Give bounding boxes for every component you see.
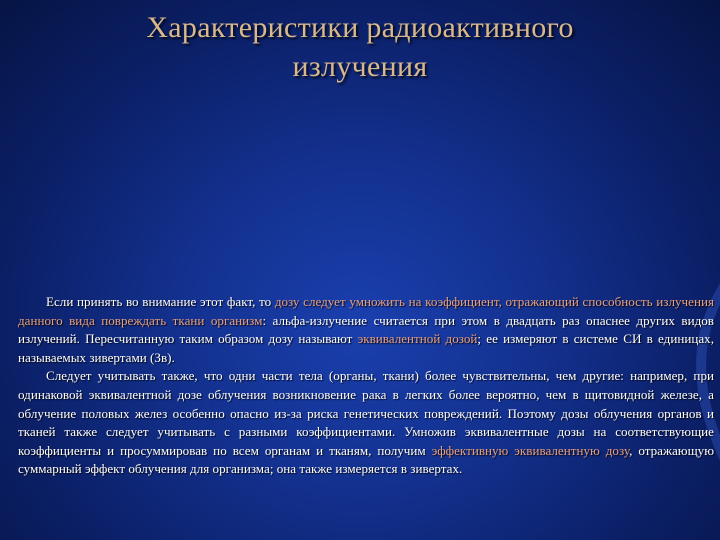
- paragraph-2-text-1: Следует учитывать также, что одни части тела (органы, ткани) более чувствительны, чем другие: например, при одинаковой эквивалентной дозе облучения возникновение рака в легких более вероятно, чем в щитовидной железе, а облучение половых желез особенно опасно из-за риска генетических повреждений. Поэтому дозы облучения органов и тканей также следует учитывать с разными коэффициентами. Умножив эквивалентные дозы на соответствующие коэффициенты и просуммировав по всем органам и тканям, получим: [18, 368, 714, 458]
- slide-title-line-2: излучения: [292, 50, 428, 83]
- slide-body: [18, 293, 714, 479]
- slide-title: [60, 8, 660, 86]
- paragraph-1-highlight-2: эквивалентной дозой: [357, 331, 478, 347]
- paragraph-2-highlight-1: эффективную эквивалентную дозу: [431, 442, 630, 458]
- slide-title-line-1: Характеристики радиоактивного: [146, 11, 574, 44]
- paragraph-1-highlight-1: дозу следует умножить на коэффициент, отражающий способность излучения данного вида повреждать ткани организм: [18, 294, 714, 328]
- paragraph-1-text-1: Если принять во внимание этот факт, то: [46, 294, 275, 309]
- paragraph-1: [18, 293, 714, 367]
- paragraph-1-text-3: ; ее измеряют в системе СИ в единицах, называемых зивертами (Зв).: [18, 331, 714, 365]
- paragraph-2: [18, 367, 714, 479]
- paragraph-1-text-2: : альфа-излучение считается при этом в двадцать раз опаснее других видов излучений. Пересчитанную таким образом дозу называют: [18, 312, 714, 347]
- paragraph-2-text-2: , отражающую суммарный эффект облучения для организма; она также измеряется в зивертах.: [18, 442, 715, 477]
